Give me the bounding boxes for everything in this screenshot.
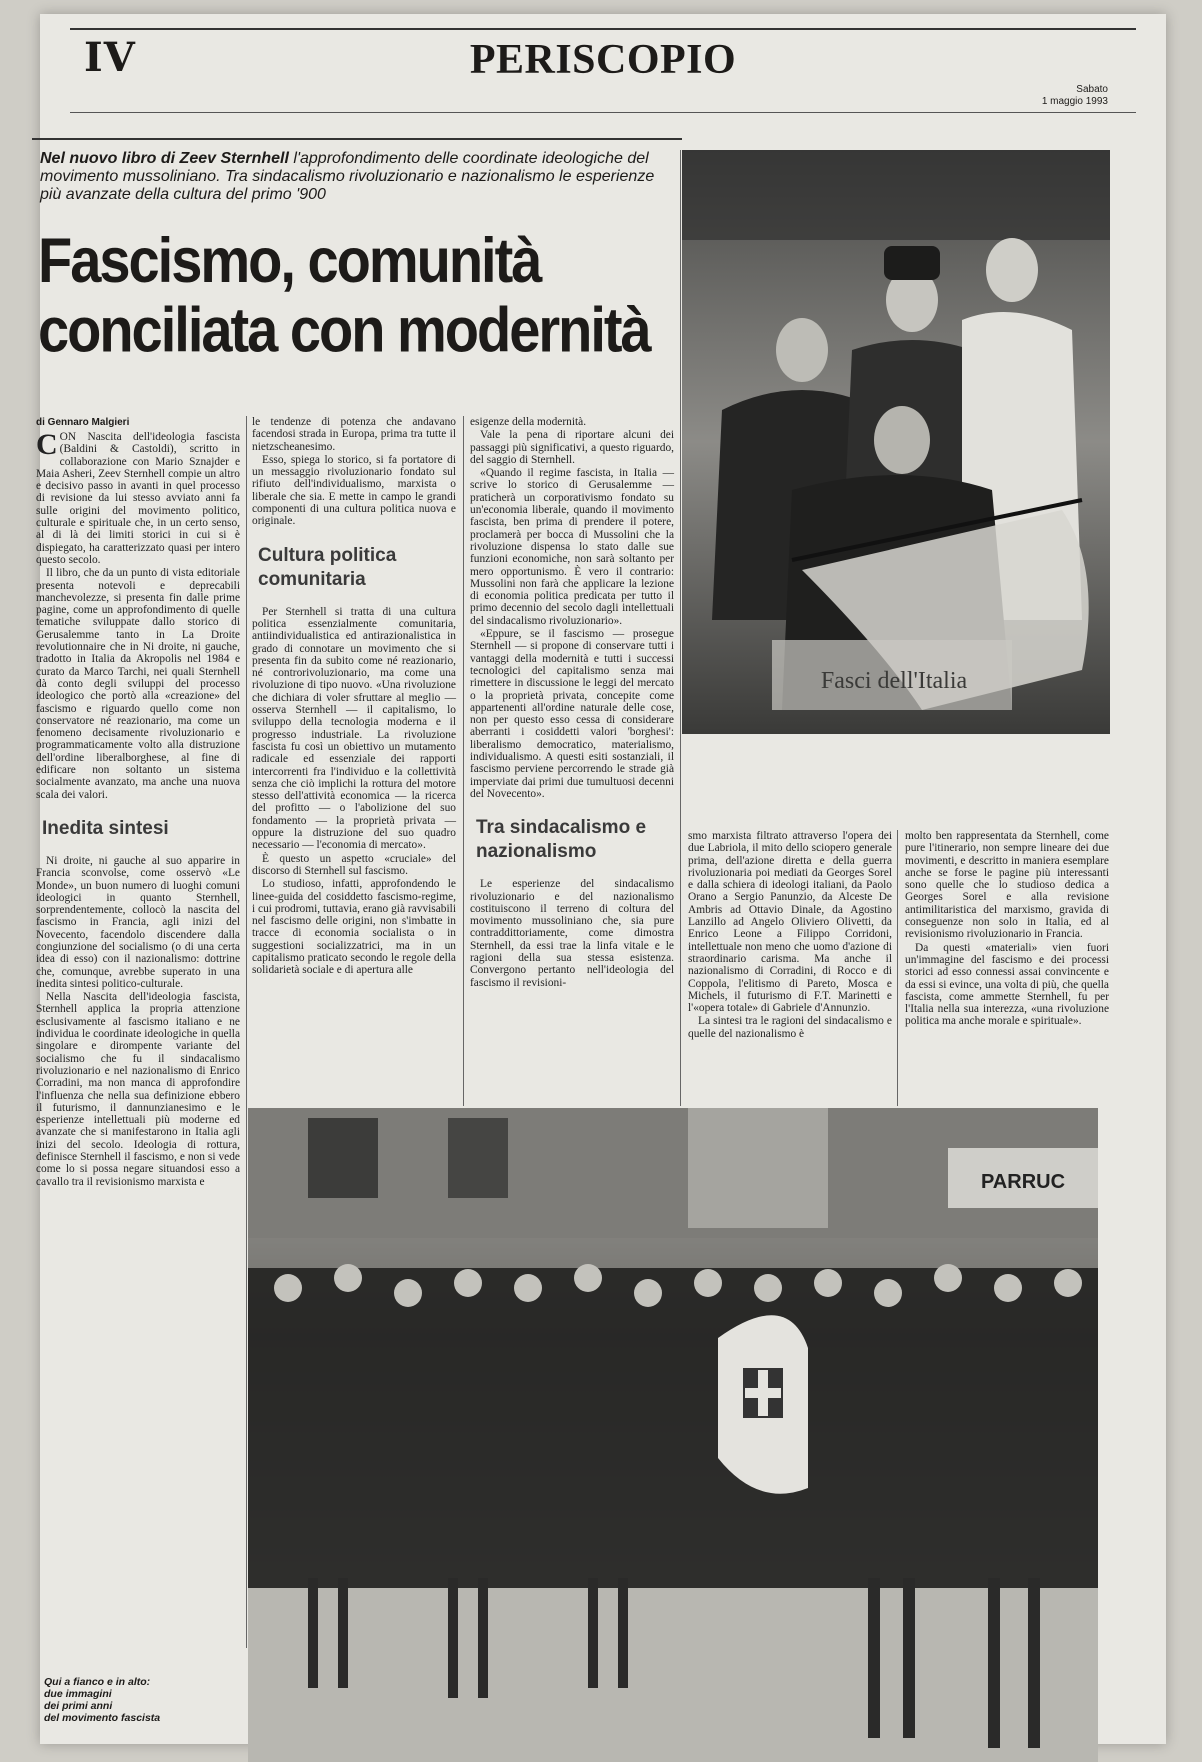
subhead-inedita-sintesi: Inedita sintesi [42,817,169,839]
column-divider [897,830,898,1106]
headline [38,226,678,365]
column-divider [680,150,681,1106]
col2-paragraph: le tendenze di potenza che andavano facendosi strada in Europa, prima tra tutte il nietzscheanesimo. [252,416,456,453]
byline: di Gennaro Malgieri [36,417,130,428]
dateline [1042,84,1108,108]
col1-paragraph: Ni droite, ni gauche al suo apparire in Francia sconvolse, come osservò «Le Monde», un buon numero di luoghi comuni ideologici in quanto Sternhell, sorprendentemente, collocò la nascita del fascismo in Francia, agli inizi del Novecento, facendolo discendere dalla congiunzione del socialismo (o di una certa idea di esso) con il nazionalismo: dottrine che, comunque, avrebbe superato in una inedita sintesi politico-culturale. [36,854,240,990]
headline-line-2: conciliata con modernità [38,294,650,365]
headline-line-1: Fascismo, comunità [38,224,541,296]
col2-paragraph: Per Sternhell si tratta di una cultura politica essenzialmente comunitaria, antiindividualistica ed antirazionalistica in grado di connotare un movimento che si presenta fin da subito come né reazionario, né controrivoluzionario, ma come una rivoluzione di tipo nuovo. «Una rivoluzione che dichiara di voler sfruttare al meglio — osserva Sternhell — il capitalismo, lo sviluppo della tecnologia moderna e il progresso industriale. La rivoluzione fascista fu così un obiettivo un mutamento radicale ed essenziale dei rapporti intercorrenti fra l'individuo e la collettività senza che ciò implichi la rottura del motore stesso dell'attività economica — la ricerca del profitto — o l'abolizione del suo fondamento — la proprietà privata — oppure la distruzione del suo quadro necessario — l'economia di mercato». [252,605,456,852]
kicker-lead: Nel nuovo libro di Zeev Sternhell [40,150,289,167]
col3-paragraph: «Eppure, se il fascismo — prosegue Sternhell — si propone di conservare tutti i vantaggi della modernità e tutti i successi tecnologici del capitalismo senza mai rimettere in discussione le leggi del mercato o la proprietà privata, concepite come appartenenti all'ordine naturale delle cose, non per questo esso cessa di considerare aberranti i cosiddetti valori 'borghesi': liberalismo democratico, materialismo, individualismo. A questi esiti sostanziali, il fascismo perviene percorrendo le strade già imperviate dai primi due tumultuosi decenni del Novecento». [470,628,674,800]
col4-paragraph: La sintesi tra le ragioni del sindacalismo e quelle del nazionalismo è [688,1015,892,1040]
shop-sign-text: PARRUC [980,1171,1066,1193]
column-1 [36,428,240,1189]
column-2 [252,416,456,978]
col4-paragraph: smo marxista filtrato attraverso l'opera dei due Labriola, il mito dello sciopero generale prima, dell'azione diretta e della guerra rivoluzionaria poi mediati da Georges Sorel e dalla schiera di ideologi italiani, da Paolo Orano a Sergio Panunzio, da Alceste De Ambris ad Ottavio Dinale, da Agostino Lanzillo ad Angelo Oliviero Olivetti, da Enrico Leone a Filippo Corridoni, intellettuale non meno che uomo d'azione di straordinario carisma. Ma anche il nazionalismo di Corradini, di Rocco e di Coppola, l'elitismo di Pareto, Mosca e Michels, il futurismo di F.T. Marinetti e l'«opera totale» di Gabriele d'Annunzio. [688,830,892,1015]
top-rule [70,28,1136,30]
date-day: Sabato [1076,84,1108,95]
subhead-cultura-politica: Cultura politica comunitaria [258,544,397,590]
dropcap: C [36,428,58,461]
col5-paragraph: molto ben rappresentata da Sternhell, come pure l'itinerario, non sempre lineare dei due movimenti, e descritto in maniera esemplare anche se forse le pagine più interessanti sono quelle che lo studioso dedica a Georges Sorel e alla revisione antimilitaristica del marxismo, gravida di conseguenze non solo in Italia, ed al revisionismo rivoluzionario in Francia. [905,830,1109,941]
col2-paragraph: Lo studioso, infatti, approfondendo le linee-guida del cosiddetto fascismo-regime, i cui prodromi, tuttavia, erano già ravvisabili nel fascismo delle origini, non s'imbatte in tracce di economia socialista o in suggestioni socializzatrici, ma in un capitalismo praticato secondo le regole della solidarietà sociale e di apertura alle [252,878,456,977]
column-divider [246,416,247,1648]
page-number: IV [84,34,136,81]
caption-line: Qui a fianco e in alto: [44,1676,151,1688]
subhead-tra-sindacalismo: Tra sindacalismo e nazionalismo [476,817,647,863]
column-3 [470,416,674,990]
masthead-rule [70,112,1136,113]
col3-paragraph: «Quando il regime fascista, in Italia — scrive lo storico di Gerusalemme — praticherà un corporativismo fondato su un'economia liberale, quando il movimento fascista, ben prima di prendere il potere, proclamerà per bocca di Mussolini che la rivoluzione dispensa lo stato dalle sue funzioni economiche, non sarà soltanto per mero opportunismo. È vero il contrario: Mussolini non farà che applicare la lezione di economia politica predicata per tutto il primo decennio del secolo dagli intellettuali del sindacalismo rivoluzionario». [470,467,674,627]
column-4 [688,830,892,1041]
col3-paragraph: Vale la pena di riportare alcuni dei passaggi più significativi, a questo riguardo, del saggio di Sternhell. [470,429,674,466]
caption-line: dei primi anni [44,1700,113,1712]
col3-paragraph: esigenze della modernità. [470,416,587,428]
col3-paragraph: Le esperienze del sindacalismo rivoluzionario e del nazionalismo costituiscono il terreno di coltura del movimento mussoliniano che, sia pure contraddittoriamente, come dimostra Sternhell, da essi trae la linfa vitale e le ragioni della sua stessa esistenza. Convergono pertanto nell'ideologia del fascismo il revisioni- [470,878,674,989]
col2-paragraph: È questo un aspetto «cruciale» del discorso di Sternhell sul fascismo. [252,852,456,877]
col1-paragraph: Il libro, che da un punto di vista editoriale presenta notevoli e deprecabili manchevolezze, si presenta fin dalle prime pagine, come un approfondimento di quelle tematiche sviluppate dallo storico di Gerusalemme tanto in La Droite revolutionnaire che in Ni droite, ni gauche, tradotto in Italia da Akropolis nel 1984 e curato da Marco Tarchi, nei quali Sternhell dà conto degli sviluppi del processo ideologico che portò alla «creazione» del fascismo e riguardo quello come non conservatore né reazionario, ma come un fenomeno decisamente rivoluzionario e programmaticamente volto alla distruzione dell'ordine liberalborghese, al fine di edificare non soltanto un sistema socialmente avanzato, ma anche una nuova scala dei valori. [36,567,240,801]
banner-text: Fasci dell'Italia [820,668,968,694]
col1-paragraph: CON Nascita dell'ideologia fascista (Baldini & Castoldi), scritto in collaborazione con Mario Sznajder e Maia Asheri, Zeev Sternhell compie un altro e decisivo passo in avanti in quel processo di revisione da lui stesso avviato anni fa sulle origini del movimento politico, culturale e spirituale che, in un certo senso, al di là dei limiti storici in cui si è dispiegato, ha caratterizzato quasi per intero questo secolo. [36,428,240,566]
col5-paragraph: Da questi «materiali» vien fuori un'immagine del fascismo e dei processi storici ad esso connessi assai convincente e da essi si evince, una volta di più, che quella fascista, come ammette Sternhell, fu per l'Italia nella sua interezza, «una rivoluzione politica ma anche morale e spirituale». [905,941,1109,1028]
crowd-image [248,1108,1098,1762]
date: 1 maggio 1993 [1041,96,1108,107]
caption-line: del movimento fascista [44,1712,161,1724]
kicker [40,150,670,204]
col1-paragraph: Nella Nascita dell'ideologia fascista, Sternhell applica la propria attenzione esclusivamente al fascismo italiano e ne individua le coordinate ideologiche in quella singolare e dirompente variante del socialismo che fu il sindacalismo rivoluzionario e nel nazionalismo di Enrico Corradini, ma non manca di approfondire l'influenza che nella sua definizione ebbero il futurismo, il dannunzianesimo e le esperienze intellettuali più moderne ed avanzate che si manifestarono in Italia agli inizi del secolo. Ideologia di rottura, definisce Sternhell il fascismo, e non si vede come lo si possa negare situandosi esso a cavallo tra il revisionismo marxista e [36,991,240,1188]
caption-line: due immagini [44,1688,112,1700]
column-5 [905,830,1109,1029]
photo-group-portrait [682,150,1110,734]
column-divider [463,416,464,1106]
kicker-rest: l'approfondimento delle coordinate ideologiche del movimento mussoliniano. Tra sindacalismo rivoluzionario e nazionalismo le esperienze più avanzate della cultura del primo '900 [40,150,655,203]
photo-crowd [248,1108,1098,1762]
group-portrait-image [682,150,1110,734]
col2-paragraph: Esso, spiega lo storico, si fa portatore di un messaggio rivoluzionario fondato sul rifiuto dell'individualismo, marxista o liberale che sia. E mette in campo le grandi componenti di una cultura politica nuova e originale. [252,453,456,528]
section-title: PERISCOPIO [469,37,737,83]
photo-caption [44,1676,244,1724]
